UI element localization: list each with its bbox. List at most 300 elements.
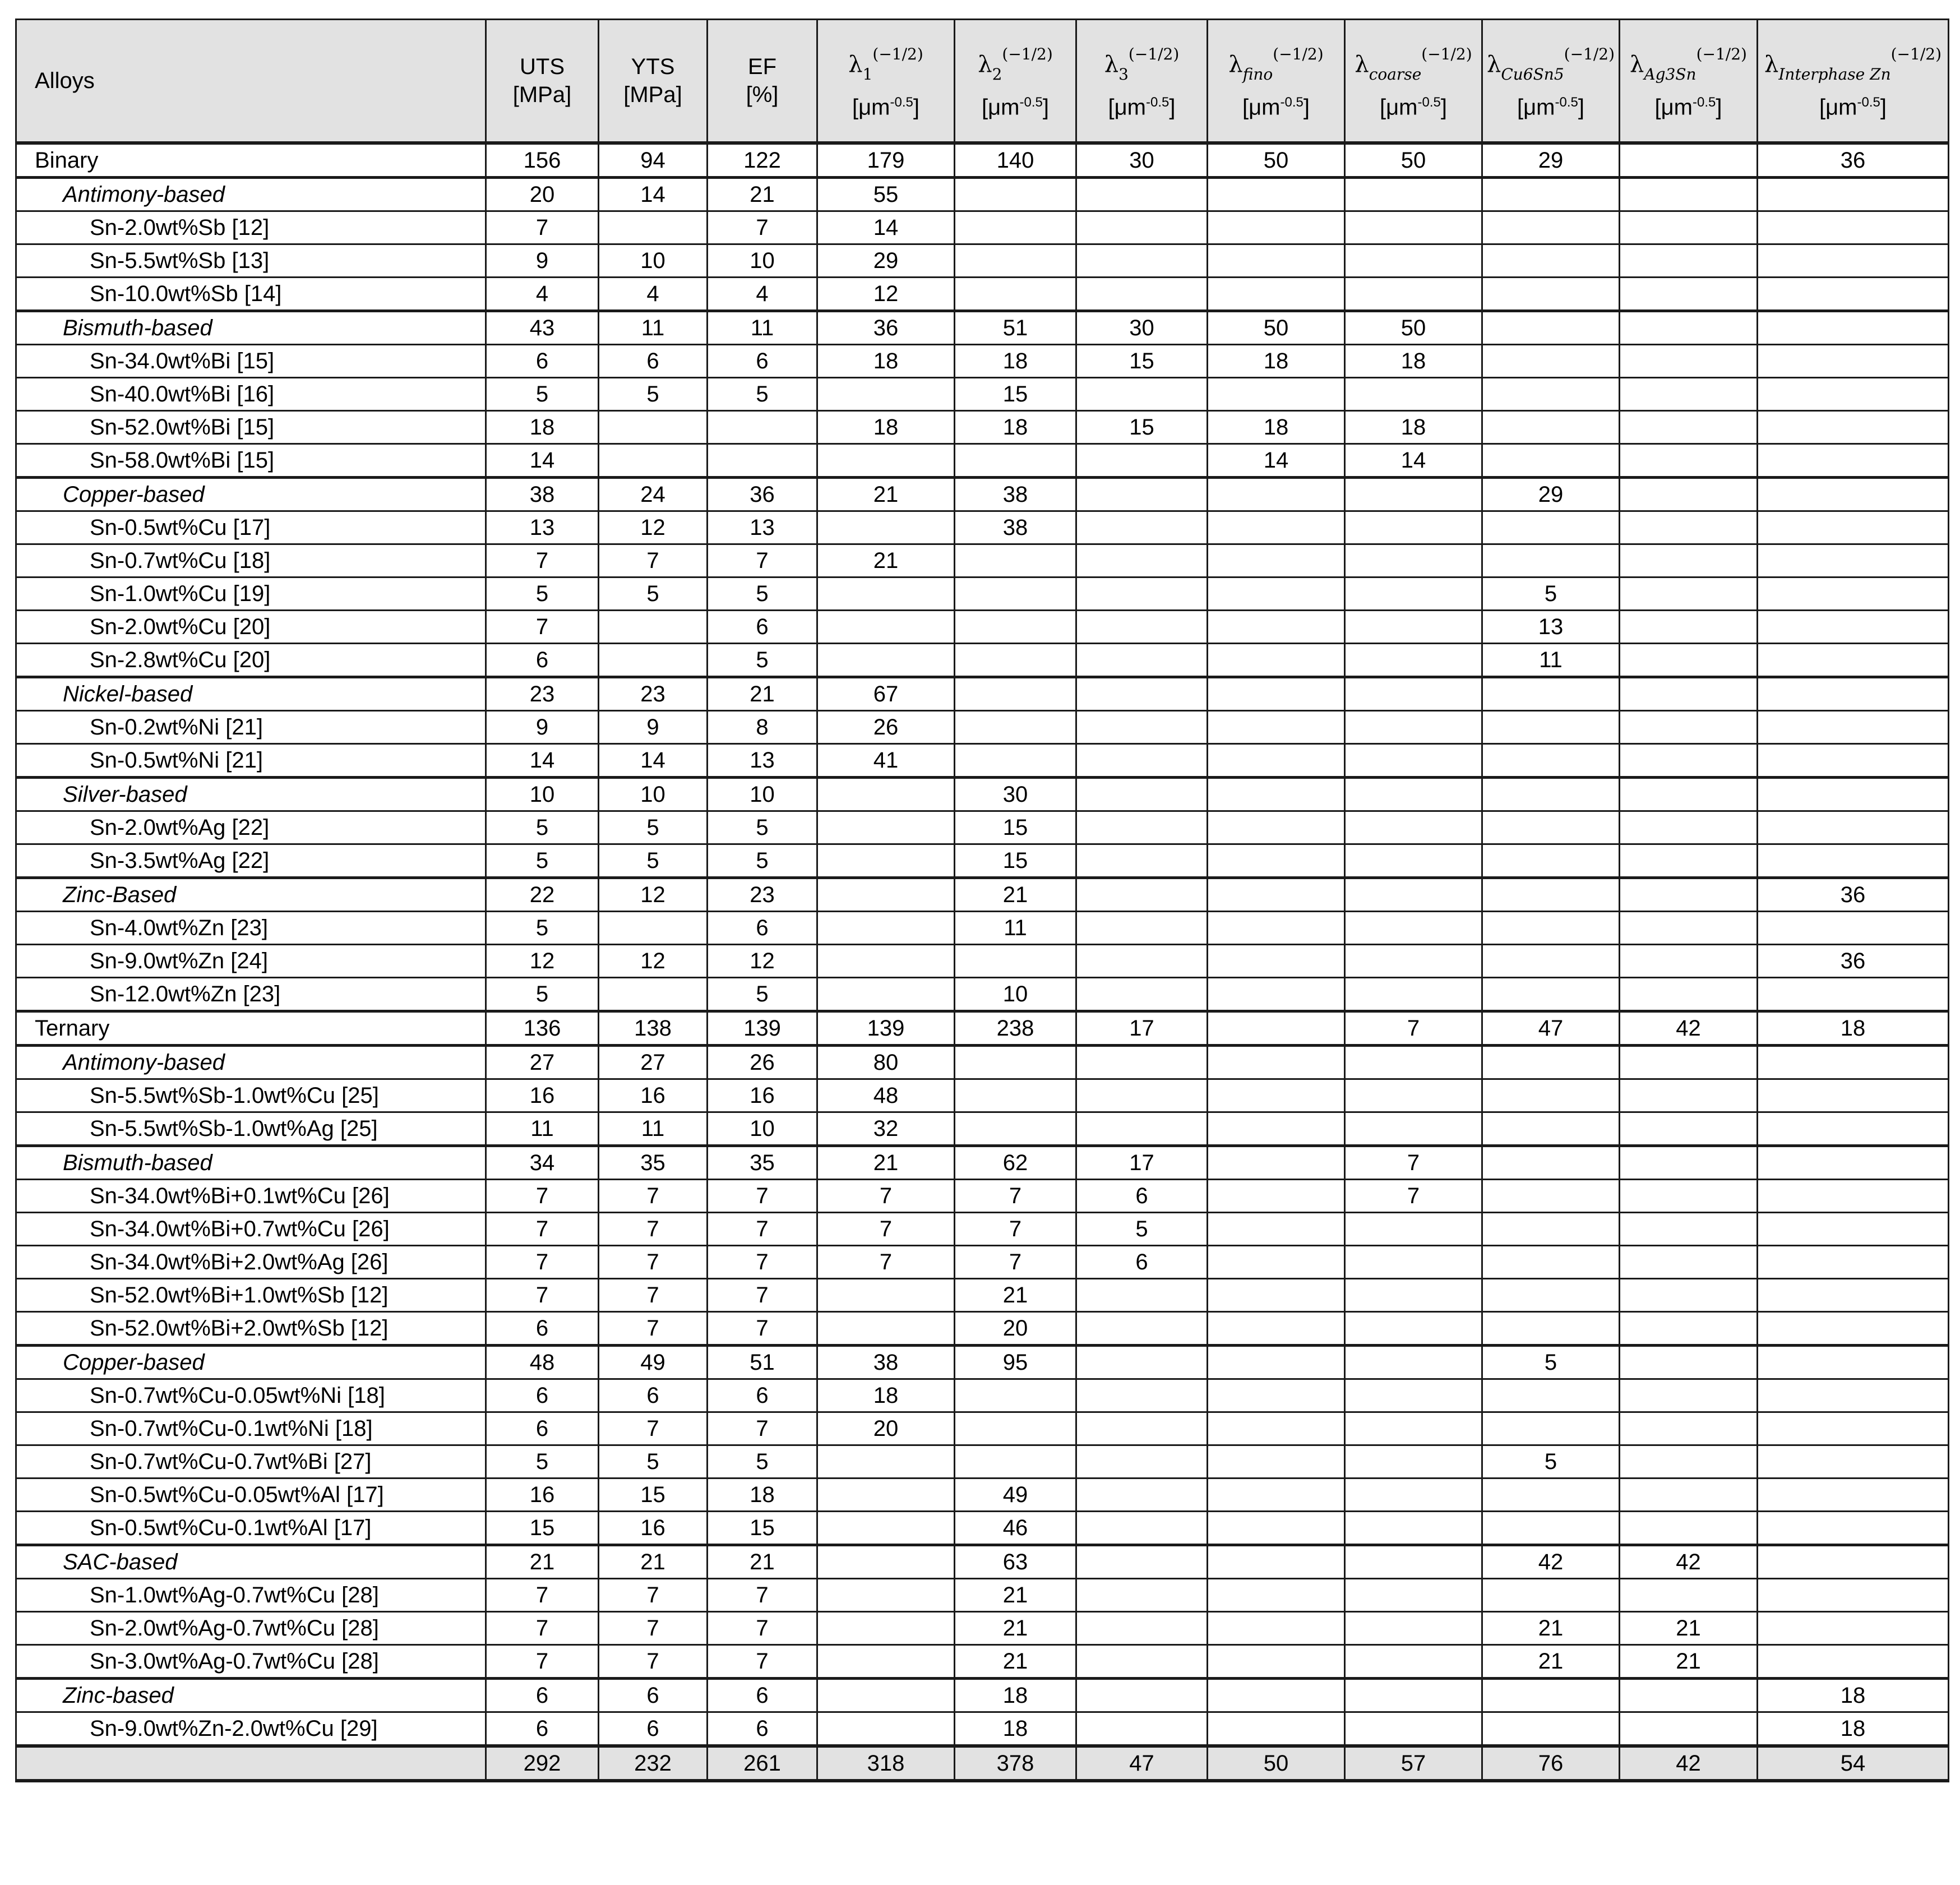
- value-cell: 11: [1482, 644, 1620, 677]
- value-cell: 6: [486, 1712, 599, 1747]
- alloy-name: Sn-0.7wt%Cu [18]: [16, 544, 486, 577]
- value-cell: [599, 644, 708, 677]
- value-cell: [1208, 1046, 1345, 1079]
- value-cell: 21: [708, 178, 817, 211]
- value-cell: 7: [1345, 1011, 1482, 1046]
- alloy-name: Sn-40.0wt%Bi [16]: [16, 378, 486, 411]
- value-cell: [1076, 511, 1208, 544]
- value-cell: [1482, 1312, 1620, 1346]
- value-cell: [1345, 577, 1482, 611]
- alloy-name: Sn-34.0wt%Bi [15]: [16, 345, 486, 378]
- value-cell: [1076, 544, 1208, 577]
- value-cell: 27: [486, 1046, 599, 1079]
- value-cell: [1208, 1146, 1345, 1180]
- value-cell: [817, 444, 955, 478]
- value-cell: 21: [1482, 1645, 1620, 1679]
- value-cell: [1208, 878, 1345, 912]
- value-cell: [1076, 1046, 1208, 1079]
- value-cell: [1482, 1146, 1620, 1180]
- value-cell: [1620, 1112, 1758, 1146]
- table-row: [16, 1379, 1949, 1412]
- value-cell: 51: [955, 311, 1076, 345]
- lambda-exponent: (−1/2): [1890, 44, 1941, 63]
- value-cell: 21: [955, 1579, 1076, 1612]
- alloy-name: Nickel-based: [16, 677, 486, 711]
- value-cell: [1076, 378, 1208, 411]
- alloy-name: Sn-0.5wt%Cu-0.1wt%Al [17]: [16, 1512, 486, 1545]
- value-cell: 7: [486, 1279, 599, 1312]
- value-cell: 139: [708, 1011, 817, 1046]
- total-cell: 54: [1758, 1746, 1949, 1781]
- value-cell: 6: [708, 1379, 817, 1412]
- value-cell: 24: [599, 478, 708, 511]
- table-header: [16, 20, 1949, 144]
- value-cell: [1076, 1512, 1208, 1545]
- value-cell: 35: [599, 1146, 708, 1180]
- value-cell: [1482, 1712, 1620, 1747]
- lambda-symbol: λ: [1630, 51, 1644, 77]
- lambda-subscript: Interphase Zn: [1778, 64, 1891, 84]
- value-cell: 16: [486, 1079, 599, 1112]
- value-cell: 15: [599, 1479, 708, 1512]
- value-cell: 7: [708, 1312, 817, 1346]
- alloy-name: Sn-34.0wt%Bi+2.0wt%Ag [26]: [16, 1246, 486, 1279]
- alloy-name: Sn-0.5wt%Ni [21]: [16, 744, 486, 778]
- value-cell: [1758, 644, 1949, 677]
- value-cell: 6: [486, 1312, 599, 1346]
- value-cell: 16: [599, 1079, 708, 1112]
- value-cell: 7: [599, 544, 708, 577]
- value-cell: [1758, 311, 1949, 345]
- alloy-name: Sn-3.0wt%Ag-0.7wt%Cu [28]: [16, 1645, 486, 1679]
- value-cell: [1758, 1346, 1949, 1379]
- value-cell: 5: [486, 811, 599, 844]
- alloy-name: Sn-52.0wt%Bi+2.0wt%Sb [12]: [16, 1312, 486, 1346]
- value-cell: 136: [486, 1011, 599, 1046]
- value-cell: [1482, 1046, 1620, 1079]
- value-cell: 21: [1620, 1645, 1758, 1679]
- value-cell: [1620, 1180, 1758, 1213]
- alloy-name: Sn-0.2wt%Ni [21]: [16, 711, 486, 744]
- value-cell: [1758, 444, 1949, 478]
- table-row: [16, 1579, 1949, 1612]
- value-cell: 30: [1076, 143, 1208, 178]
- value-cell: [1620, 211, 1758, 244]
- value-cell: 20: [817, 1412, 955, 1445]
- value-cell: [955, 1379, 1076, 1412]
- total-cell: 261: [708, 1746, 817, 1781]
- value-cell: 5: [708, 844, 817, 878]
- value-cell: 9: [486, 244, 599, 278]
- value-cell: 21: [1620, 1612, 1758, 1645]
- value-cell: 7: [708, 1412, 817, 1445]
- value-cell: 94: [599, 143, 708, 178]
- value-cell: 21: [955, 1645, 1076, 1679]
- value-cell: [1208, 1346, 1345, 1379]
- value-cell: 17: [1076, 1146, 1208, 1180]
- alloy-name: Sn-0.5wt%Cu [17]: [16, 511, 486, 544]
- value-cell: [1345, 278, 1482, 311]
- value-cell: 16: [599, 1512, 708, 1545]
- value-cell: [1076, 178, 1208, 211]
- alloy-name: Sn-52.0wt%Bi+1.0wt%Sb [12]: [16, 1279, 486, 1312]
- value-cell: [1208, 378, 1345, 411]
- value-cell: [1076, 278, 1208, 311]
- value-cell: [817, 1512, 955, 1545]
- value-cell: [1482, 278, 1620, 311]
- value-cell: 5: [486, 577, 599, 611]
- value-cell: [1076, 677, 1208, 711]
- table-row: [16, 1279, 1949, 1312]
- value-cell: [1482, 1679, 1620, 1712]
- value-cell: 14: [1208, 444, 1345, 478]
- value-cell: [1758, 411, 1949, 444]
- alloy-name: Sn-2.8wt%Cu [20]: [16, 644, 486, 677]
- value-cell: [1208, 611, 1345, 644]
- value-cell: 122: [708, 143, 817, 178]
- value-cell: [1076, 211, 1208, 244]
- alloy-name: Sn-5.5wt%Sb-1.0wt%Ag [25]: [16, 1112, 486, 1146]
- value-cell: [1620, 677, 1758, 711]
- value-cell: 18: [1758, 1712, 1949, 1747]
- value-cell: [599, 978, 708, 1011]
- value-cell: 11: [599, 311, 708, 345]
- value-cell: [1208, 1079, 1345, 1112]
- value-cell: [1345, 478, 1482, 511]
- value-cell: [955, 677, 1076, 711]
- value-cell: 7: [817, 1213, 955, 1246]
- value-cell: [1076, 912, 1208, 945]
- value-cell: [817, 978, 955, 1011]
- value-cell: 7: [708, 1180, 817, 1213]
- value-cell: [1620, 244, 1758, 278]
- value-cell: [1208, 1545, 1345, 1579]
- value-cell: 4: [708, 278, 817, 311]
- table-body: [16, 143, 1949, 1746]
- value-cell: 22: [486, 878, 599, 912]
- value-cell: [1345, 211, 1482, 244]
- value-cell: 7: [599, 1213, 708, 1246]
- alloy-name: Antimony-based: [16, 1046, 486, 1079]
- lambda-exponent: (−1/2): [1002, 44, 1053, 63]
- value-cell: 42: [1620, 1011, 1758, 1046]
- value-cell: 51: [708, 1346, 817, 1379]
- lambda-exponent: (−1/2): [1273, 44, 1324, 63]
- total-cell: 47: [1076, 1746, 1208, 1781]
- value-cell: [708, 411, 817, 444]
- alloy-name: Sn-2.0wt%Cu [20]: [16, 611, 486, 644]
- value-cell: 7: [708, 211, 817, 244]
- value-cell: [817, 1479, 955, 1512]
- value-cell: [1345, 1112, 1482, 1146]
- table-row: [16, 912, 1949, 945]
- value-cell: [1482, 1180, 1620, 1213]
- value-cell: 29: [1482, 478, 1620, 511]
- value-cell: 5: [599, 811, 708, 844]
- value-cell: 5: [599, 378, 708, 411]
- value-cell: 7: [486, 211, 599, 244]
- value-cell: 21: [817, 544, 955, 577]
- value-cell: 21: [817, 1146, 955, 1180]
- value-cell: 18: [817, 345, 955, 378]
- alloy-name: Copper-based: [16, 478, 486, 511]
- value-cell: [1208, 1679, 1345, 1712]
- value-cell: 6: [708, 611, 817, 644]
- value-cell: [1758, 1645, 1949, 1679]
- value-cell: [817, 1645, 955, 1679]
- value-cell: [1620, 844, 1758, 878]
- value-cell: [1076, 1412, 1208, 1445]
- alloy-name: Sn-3.5wt%Ag [22]: [16, 844, 486, 878]
- value-cell: [1345, 878, 1482, 912]
- lambda-symbol: λ: [1228, 51, 1243, 77]
- value-cell: [1208, 744, 1345, 778]
- value-cell: 6: [599, 345, 708, 378]
- table-footer-totals: [16, 1746, 1949, 1781]
- value-cell: [1758, 1246, 1949, 1279]
- group-row: [16, 143, 1949, 178]
- value-cell: 6: [708, 1712, 817, 1747]
- value-cell: 238: [955, 1011, 1076, 1046]
- value-cell: 30: [955, 778, 1076, 811]
- value-cell: [1345, 1412, 1482, 1445]
- value-cell: [955, 1445, 1076, 1479]
- value-cell: [1208, 844, 1345, 878]
- value-cell: [817, 1579, 955, 1612]
- value-cell: [1345, 178, 1482, 211]
- value-cell: [817, 1712, 955, 1747]
- value-cell: [1076, 1312, 1208, 1346]
- value-cell: [1208, 1479, 1345, 1512]
- value-cell: 23: [599, 677, 708, 711]
- value-cell: [955, 278, 1076, 311]
- value-cell: 6: [486, 1679, 599, 1712]
- value-cell: [1482, 544, 1620, 577]
- value-cell: 18: [486, 411, 599, 444]
- alloy-name: Bismuth-based: [16, 1146, 486, 1180]
- value-cell: [1620, 1412, 1758, 1445]
- value-cell: [1345, 511, 1482, 544]
- value-cell: [1076, 1712, 1208, 1747]
- value-cell: [1482, 244, 1620, 278]
- header-lambda-interphase-zn: [1758, 20, 1949, 144]
- value-cell: [1620, 1046, 1758, 1079]
- total-cell: 378: [955, 1746, 1076, 1781]
- table-row: [16, 844, 1949, 878]
- value-cell: [1076, 577, 1208, 611]
- value-cell: 16: [708, 1079, 817, 1112]
- value-cell: [1208, 278, 1345, 311]
- value-cell: 18: [708, 1479, 817, 1512]
- value-cell: [1620, 744, 1758, 778]
- table-row: [16, 978, 1949, 1011]
- value-cell: [1482, 1246, 1620, 1279]
- value-cell: [1758, 811, 1949, 844]
- value-cell: [1758, 1579, 1949, 1612]
- value-cell: 7: [599, 1645, 708, 1679]
- alloy-name: Sn-1.0wt%Cu [19]: [16, 577, 486, 611]
- value-cell: [1208, 478, 1345, 511]
- value-cell: 5: [708, 644, 817, 677]
- header-alloys: Alloys: [16, 20, 486, 144]
- value-cell: [817, 1312, 955, 1346]
- table-row: [16, 744, 1949, 778]
- value-cell: 5: [599, 844, 708, 878]
- total-cell: 76: [1482, 1746, 1620, 1781]
- value-cell: 38: [486, 478, 599, 511]
- value-cell: 6: [708, 1679, 817, 1712]
- value-cell: 95: [955, 1346, 1076, 1379]
- lambda-symbol: λ: [848, 51, 863, 77]
- value-cell: 5: [708, 577, 817, 611]
- value-cell: 35: [708, 1146, 817, 1180]
- value-cell: [1758, 677, 1949, 711]
- value-cell: 10: [599, 244, 708, 278]
- table-row: [16, 378, 1949, 411]
- value-cell: 15: [1076, 411, 1208, 444]
- value-cell: 36: [708, 478, 817, 511]
- alloy-name: Ternary: [16, 1011, 486, 1046]
- value-cell: [1758, 378, 1949, 411]
- value-cell: [1208, 1445, 1345, 1479]
- value-cell: [1345, 945, 1482, 978]
- value-cell: 15: [1076, 345, 1208, 378]
- value-cell: 5: [486, 978, 599, 1011]
- value-cell: [1620, 478, 1758, 511]
- value-cell: [1758, 1612, 1949, 1645]
- value-cell: [1076, 878, 1208, 912]
- value-cell: [1620, 945, 1758, 978]
- value-cell: 7: [708, 1579, 817, 1612]
- value-cell: [1208, 778, 1345, 811]
- lambda-subscript: coarse: [1369, 64, 1422, 84]
- value-cell: [1208, 1412, 1345, 1445]
- value-cell: [955, 1412, 1076, 1445]
- value-cell: 21: [708, 1545, 817, 1579]
- value-cell: [1758, 278, 1949, 311]
- value-cell: [1208, 677, 1345, 711]
- alloy-name: Silver-based: [16, 778, 486, 811]
- value-cell: [1076, 978, 1208, 1011]
- table-row: [16, 1412, 1949, 1445]
- value-cell: [1076, 1112, 1208, 1146]
- header-lambda-cu6sn5: [1482, 20, 1620, 144]
- header-lambda3: [1076, 20, 1208, 144]
- value-cell: [599, 211, 708, 244]
- value-cell: 48: [486, 1346, 599, 1379]
- value-cell: [1076, 644, 1208, 677]
- value-cell: [1620, 544, 1758, 577]
- value-cell: 49: [599, 1346, 708, 1379]
- value-cell: [1482, 378, 1620, 411]
- value-cell: [1345, 244, 1482, 278]
- value-cell: [1208, 811, 1345, 844]
- subgroup-row: [16, 1545, 1949, 1579]
- value-cell: [1345, 744, 1482, 778]
- value-cell: 18: [817, 1379, 955, 1412]
- value-cell: 38: [817, 1346, 955, 1379]
- value-cell: [1482, 744, 1620, 778]
- subgroup-row: [16, 1679, 1949, 1712]
- value-cell: 10: [708, 244, 817, 278]
- header-lambda2: [955, 20, 1076, 144]
- value-cell: [955, 244, 1076, 278]
- value-cell: [1482, 978, 1620, 1011]
- value-cell: [1208, 1279, 1345, 1312]
- table-row: [16, 1612, 1949, 1645]
- value-cell: [955, 945, 1076, 978]
- value-cell: [1758, 1379, 1949, 1412]
- value-cell: [1345, 811, 1482, 844]
- value-cell: [1345, 1612, 1482, 1645]
- value-cell: [1345, 1512, 1482, 1545]
- table-row: [16, 644, 1949, 677]
- value-cell: [1758, 912, 1949, 945]
- value-cell: [1758, 544, 1949, 577]
- value-cell: [1620, 1479, 1758, 1512]
- value-cell: [1208, 244, 1345, 278]
- value-cell: [1482, 1412, 1620, 1445]
- total-cell: 42: [1620, 1746, 1758, 1781]
- value-cell: [1345, 778, 1482, 811]
- alloy-name: Binary: [16, 143, 486, 178]
- value-cell: [1758, 211, 1949, 244]
- value-cell: [599, 444, 708, 478]
- value-cell: 12: [486, 945, 599, 978]
- value-cell: [1076, 1679, 1208, 1712]
- value-cell: [1345, 1246, 1482, 1279]
- value-cell: 14: [599, 178, 708, 211]
- value-cell: 15: [486, 1512, 599, 1545]
- value-cell: 5: [486, 844, 599, 878]
- value-cell: 7: [1345, 1146, 1482, 1180]
- value-cell: [1482, 1213, 1620, 1246]
- table-row: [16, 1479, 1949, 1512]
- alloy-properties-table: [15, 19, 1949, 1782]
- value-cell: [1208, 1612, 1345, 1645]
- value-cell: 21: [955, 878, 1076, 912]
- value-cell: [1758, 744, 1949, 778]
- value-cell: 26: [817, 711, 955, 744]
- value-cell: 50: [1345, 311, 1482, 345]
- value-cell: 10: [486, 778, 599, 811]
- value-cell: [1482, 211, 1620, 244]
- header-unit: $[\mu m^{-0.5}]$: [852, 94, 919, 120]
- value-cell: [599, 411, 708, 444]
- header-unit: $[\mu m^{-0.5}]$: [1108, 94, 1176, 120]
- value-cell: [955, 1112, 1076, 1146]
- value-cell: [1758, 511, 1949, 544]
- subgroup-row: [16, 1346, 1949, 1379]
- value-cell: [817, 1612, 955, 1645]
- value-cell: [1620, 278, 1758, 311]
- value-cell: [1758, 1279, 1949, 1312]
- value-cell: 14: [1345, 444, 1482, 478]
- value-cell: 14: [817, 211, 955, 244]
- lambda-exponent: (−1/2): [1128, 44, 1180, 63]
- value-cell: 5: [708, 378, 817, 411]
- value-cell: [1208, 1312, 1345, 1346]
- value-cell: [1345, 378, 1482, 411]
- value-cell: 42: [1482, 1545, 1620, 1579]
- value-cell: [955, 1079, 1076, 1112]
- value-cell: [1758, 577, 1949, 611]
- value-cell: 6: [1076, 1180, 1208, 1213]
- value-cell: [1076, 1346, 1208, 1379]
- value-cell: 5: [599, 1445, 708, 1479]
- value-cell: 18: [817, 411, 955, 444]
- header-uts: [486, 20, 599, 144]
